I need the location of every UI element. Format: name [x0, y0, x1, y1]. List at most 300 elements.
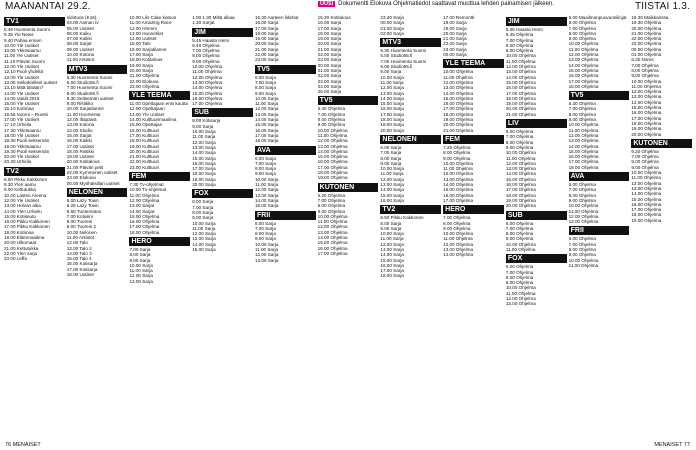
program-line: 10.00 Sarja	[254, 241, 279, 247]
program-line: 17.00 Ohjelma	[443, 197, 474, 203]
program-line: 18.00 Uutiset	[66, 272, 94, 278]
channel-header: TV5	[569, 91, 630, 100]
channel-header: TV5	[255, 65, 316, 74]
header-note-text: Dokumentti Elokuva Ohjelmatiedot saattavat muuttua lehden painamisen jälkeen.	[338, 1, 554, 7]
program-line: 17.00 Sarja	[129, 52, 153, 58]
program-line: 12.00 Sarja	[254, 252, 279, 258]
program-line: 5.00 Maailmanpuuvuosilinjat	[568, 15, 627, 20]
program-line: 23.40 Sarja	[380, 15, 404, 20]
program-line: 9.00 Ohjelma	[443, 225, 471, 231]
program-line: 8.30 Seitsemän uutiset	[66, 95, 114, 101]
program-line: 19.00 Kulttuuri	[129, 143, 160, 149]
program-line: 13.00 Huonetilat	[129, 30, 163, 36]
program-line: 9.00 Sarja	[254, 90, 276, 96]
program-line: 17.00 Sarja	[380, 268, 404, 274]
program-line: 17.00 Yle Uutiset	[4, 117, 39, 123]
program-line: 8.00 Studio55.fi	[380, 64, 413, 70]
program-line: 17.00 Uutiset	[66, 143, 94, 149]
program-line: 18.00 Sarja	[254, 30, 279, 36]
program-line: 20.00 Sarja	[380, 127, 404, 133]
program-line: 6.00 Lazy Town	[66, 197, 99, 203]
program-line: 12.00 Ohjelma	[317, 224, 348, 230]
program-line: 11.00 Ohjelma	[505, 290, 536, 296]
program-line: 13.00 Sarja	[380, 246, 404, 252]
program-line: 14.00 Sarja	[192, 150, 216, 156]
program-line: 11.00 Arkistot	[66, 57, 95, 63]
listing-column	[380, 15, 441, 436]
program-line: 16.00 Ohjelma	[317, 159, 348, 165]
program-line: 11.00 Ohjelma	[631, 83, 661, 89]
program-line: 13.00 Ohjelma	[192, 79, 223, 85]
program-line: 23.00 Ohjelma	[631, 41, 662, 47]
program-line: 10.00 Yle Uutiset	[4, 42, 39, 48]
program-line: 21.00 Ohjelma	[443, 127, 474, 133]
program-line: 9.00 Tuorein 2	[66, 224, 97, 230]
program-line: 11.00 Sarja	[254, 101, 279, 107]
program-line: 07.00 Kaikki	[66, 36, 92, 42]
program-line: 15.00 Opettajan	[129, 122, 163, 128]
program-line: 6.20 Ohjelma	[317, 192, 345, 198]
program-line: 20.30 Urheilu	[4, 159, 32, 165]
channel-header: FOX	[506, 254, 567, 263]
program-line: 21.00 Sarja	[254, 46, 279, 52]
program-line: 13.00 Ohjelma	[505, 69, 536, 75]
program-line: 10.00 Lilo Cake katoos	[129, 15, 177, 20]
program-line: 6.00 Sarja	[192, 199, 214, 205]
program-line: 7.00 Sarja	[254, 160, 276, 166]
program-line: 17.00 Sarja	[192, 166, 216, 172]
program-line: 10.00 Tv-ohjelmat	[129, 187, 167, 193]
program-line: 11.00 Sarja	[380, 79, 404, 85]
program-line: 23.00 Sarja	[254, 57, 279, 63]
program-line: 11.00 Sarja	[192, 134, 216, 140]
program-line: 6.25 Lazy Town	[66, 203, 99, 209]
program-line: 16.00 Kaikki	[66, 138, 92, 144]
program-line: 16.00 Pikku Kakkonen	[4, 219, 50, 225]
program-line: 11.00 Ohjelma	[192, 69, 222, 75]
program-line: 19.30 Puoli seitsemän	[4, 148, 50, 154]
program-line: 11.00 Ohjelma	[505, 246, 536, 252]
program-line: 10.00 Sarja	[192, 220, 216, 226]
program-line: 20.00 Ohjelma	[505, 106, 536, 112]
program-line: 10.00 Sarja	[192, 129, 216, 135]
program-line: 7.00 Ohjelma	[505, 225, 534, 231]
program-line: 5.30 Huomenta Suomi	[66, 74, 113, 80]
channel-header: NELONEN	[380, 135, 441, 144]
program-line: 14.00 Studio	[66, 127, 93, 133]
program-line: 8.00 Ohjelma	[505, 231, 534, 237]
program-line: 5.30 Huomenta Suomi	[380, 48, 427, 54]
program-line: 00.00 Sarja	[317, 62, 342, 68]
program-line: 23.00 Leffa	[4, 256, 27, 262]
program-line: 8.00 Ohjelma	[192, 53, 220, 59]
program-line: 19.00 Ohjelma	[505, 197, 536, 203]
listing-column	[318, 15, 379, 436]
program-line: 17.00 Ohjelma	[443, 106, 474, 112]
program-line: 14.00 Ohjelma	[568, 143, 599, 149]
program-line: 16.00 Ohjelma	[317, 245, 348, 251]
program-line: 6.00 Sarja	[254, 74, 276, 80]
program-line: 15.00 Sarja	[380, 257, 404, 263]
program-line: 7.00 Ohjelma	[317, 111, 345, 117]
program-line: 12.00 Ohjelma	[568, 213, 599, 219]
program-line: 12.00 Ohjelma	[568, 52, 599, 58]
program-line: 19.00 Sarja	[380, 122, 404, 128]
program-line: 11.00 Ohjelma	[568, 46, 599, 52]
program-line: 8.00 Sarja	[129, 252, 151, 258]
program-line: 16.00 Kulttuuri	[129, 127, 160, 133]
program-line: 18.00 Sarja	[443, 20, 467, 26]
program-line: 15.00 Yle Uutiset	[4, 101, 39, 107]
program-line: 13.00 Hoivan aika	[4, 203, 41, 209]
program-line: 15.55 Suomi – Ruotsi	[4, 111, 48, 117]
program-line: 16.00 Ohjelma	[443, 101, 474, 107]
program-line: 11.00 Sarja	[254, 182, 279, 188]
program-line: 16.00 Ohjelma	[192, 95, 223, 101]
program-line: 13.00 Sarja	[254, 111, 279, 117]
program-line: 5.45 Haasta Hemi	[505, 27, 543, 32]
program-line: 9.00 Ohjelma	[505, 48, 534, 54]
channel-header: FEM	[129, 172, 190, 181]
program-line: 8.00 Ohjelma	[568, 111, 596, 117]
program-line: 12.00 Ohjelma	[505, 64, 536, 70]
program-line: 7.00 Ohjelma	[631, 62, 659, 68]
program-line: 7.00 Ohjelma	[192, 48, 220, 54]
program-line: 10.00 Sarja	[254, 176, 279, 182]
program-line: 10.00 Sarja	[129, 262, 153, 268]
program-line: 18.00 Sarja	[380, 273, 404, 279]
program-line: 14.00 Ohjelma	[568, 62, 599, 68]
program-line: 12.00 Ohjelma	[568, 132, 599, 138]
program-line: 11.00 Amazing Race	[129, 20, 172, 26]
program-line: 10.00 Sarja	[254, 95, 279, 101]
program-line: 8.00 Ohjelma	[568, 30, 596, 36]
program-line: 11.00 Yle Uutiset	[4, 53, 39, 59]
program-line: 9.35 Yle News	[4, 32, 34, 38]
program-line: 7.00 Ohjelma	[631, 154, 659, 160]
program-line: 21.00 Kulttuuri	[129, 154, 160, 160]
program-line: 15.00 Ohjelma	[317, 240, 348, 246]
program-line: 9.00 Ohjelma	[568, 197, 596, 203]
program-line: 6.40 Ohjelma	[192, 42, 220, 48]
program-line: 12.00 Hmmm	[129, 25, 158, 31]
program-line: 22.00 Kymmenen uutiset	[66, 170, 118, 176]
program-line: 16.00 Ohjelma	[129, 219, 160, 225]
channel-header: KUTONEN	[318, 183, 379, 192]
channel-header: MTV3	[380, 38, 441, 47]
program-line: 15.00 Talo	[129, 41, 151, 47]
program-line: 7.00 Sarja	[192, 204, 214, 210]
program-line: 14.00 Sarja	[192, 241, 216, 247]
program-line: 11.00 Ohjelma	[129, 192, 160, 198]
program-line: 09.00 Uutiset	[66, 46, 94, 52]
program-line: 14.00 Uutiset	[129, 36, 157, 42]
program-line: 13.05 Selkokieliset uutiset	[4, 79, 58, 85]
program-line: 7.00 Ohjelma	[443, 215, 471, 221]
program-line: 9.00 Ohjelma	[317, 122, 345, 128]
program-line: 20.00 Ohjelma	[505, 203, 536, 209]
program-line: 20.00 Kotitalous	[66, 159, 100, 165]
program-line: 11.00 Ohjelma	[505, 58, 536, 64]
program-line: 12.00 Ohjelma	[443, 171, 474, 177]
program-line: 12.00 Sarja	[380, 241, 404, 247]
program-line: 14.00 Ohjelma	[192, 85, 223, 91]
program-line: 11.00 Sarja	[380, 171, 404, 177]
program-line: 10.00 Ohjelma	[192, 64, 223, 70]
program-line: 9.00 Ohjelma	[631, 164, 659, 170]
program-line: 11.00 Arkistot	[66, 234, 95, 240]
program-line: 11.00 Ohjelma	[317, 132, 348, 138]
program-line: 7.00 Ohjelma	[568, 241, 596, 247]
program-line: 8.30 Ylen aamu	[4, 182, 37, 188]
program-line: 17.00 Ohjelma	[568, 78, 599, 84]
program-line: 14.00 Talo 3	[66, 250, 92, 256]
program-line: 14.00 Ohjelma	[631, 99, 662, 105]
program-line: 18.00 Yle Uutiset	[4, 132, 39, 138]
listing-column	[67, 15, 128, 436]
program-line: 13.00 Kotona	[66, 122, 95, 128]
program-line: 10.00 Ohjelma	[505, 150, 536, 156]
program-line: 18.00 Kotimaa	[4, 229, 34, 235]
program-line: 6.50 Pikku Kakkonen	[4, 176, 48, 182]
program-line: 12.00 Talo	[66, 240, 88, 246]
program-line: 15.00 Sarja	[380, 192, 404, 198]
program-line: 12.00 Sarja	[129, 273, 153, 279]
program-line: 13.00 Ohjelma	[443, 246, 474, 252]
program-line: 9.00 Ohjelma	[505, 144, 534, 150]
program-line: 13.00 Ohjelma	[568, 138, 599, 144]
program-line: 9.40 Pahaa ennen	[4, 37, 42, 43]
program-line: 15.00 Sarja	[192, 155, 216, 161]
program-line: 10.00 Ohjelma	[443, 160, 474, 166]
program-line: 12.00 Ohjelma	[192, 74, 223, 80]
program-line: 5.45 Huomenta Suomi	[4, 27, 50, 32]
channel-header: SUB	[506, 211, 567, 220]
program-line: 13.00 Ohjelma	[317, 143, 348, 149]
program-line: 7.00 Ohjelma	[505, 134, 534, 140]
program-line: 11.00 Ohjelma	[568, 262, 599, 268]
program-line: 11.00 Ohjelma	[568, 127, 599, 133]
program-line: 23.00 Elokuva	[66, 175, 96, 181]
channel-header: SUB	[192, 108, 253, 117]
channel-header: FEM	[443, 135, 504, 144]
program-line: 12.00 Yle Uutiset	[4, 197, 39, 203]
program-line: 17.00 Ohjelma	[631, 115, 662, 121]
program-line: 16.00 Sarja	[192, 160, 216, 166]
program-line: 14.00 Ohjelma	[505, 171, 536, 177]
program-line: 16.00 Sarja	[254, 20, 279, 26]
program-line: 8.00 Tuorein	[66, 219, 93, 225]
program-line: 21.00 Sarja	[443, 36, 467, 42]
program-line: 10.00 Ohjelma	[505, 285, 536, 291]
program-line: 12.00 Ohjelma	[505, 296, 536, 302]
program-line: 11.00 Sarja	[380, 236, 404, 242]
program-line: 13.00 Ohjelma	[443, 176, 474, 182]
program-line: 11.00 Huomenta	[66, 111, 101, 117]
program-line: 8.00 Kotisarja	[192, 118, 221, 124]
channel-header: MTV3	[67, 65, 128, 74]
program-line: 16.00 Kotisarja	[66, 261, 98, 267]
program-line: 08.00 Sarjat	[66, 41, 92, 47]
program-line: 10.00 Ohjelma	[631, 170, 662, 176]
program-line: 15.00 Sarja	[380, 101, 404, 107]
program-line: 8.00 Ohjelma	[631, 67, 659, 73]
program-line: 17.00 Sarja	[317, 25, 342, 31]
program-line: 10.00 Sarjatilanne	[66, 106, 104, 112]
program-line: 17.00 Ohjelma	[129, 224, 160, 230]
program-line: 18.00 Ohjelma	[631, 120, 662, 126]
program-line: 19.00 Ykkösaamu	[4, 143, 41, 149]
program-line: 18.00 Sarja	[192, 171, 216, 177]
program-line: 21.00 Päivän pelit	[66, 164, 104, 170]
program-line: 14.00 Sarja	[380, 252, 404, 258]
program-line: 01.00 Sarja	[317, 67, 342, 73]
program-line: 11.10 Päivän Suomi	[4, 58, 45, 64]
channel-header: KUTONEN	[631, 139, 692, 148]
program-line: 15.00 Kotiseutu	[4, 213, 36, 219]
program-line: 14.00 Sarja	[254, 117, 279, 123]
program-line: 18.00 Ohjelma	[505, 192, 536, 198]
program-line: 12.00 Ohjelma	[443, 241, 474, 247]
program-line: 18.00 Ohjelma	[568, 83, 599, 89]
program-line: 00.00 Sarja	[380, 20, 404, 26]
program-line: 14.00 Sarja	[254, 197, 279, 203]
program-line: 12.00 Sarja	[254, 106, 279, 112]
program-line: 12.00 Sarja	[192, 139, 216, 145]
program-line: 14.00 Yle Uutiset	[4, 90, 39, 96]
program-line: 9.00 Ohjelma	[505, 280, 534, 286]
program-line: 20.00 Sarja	[192, 182, 216, 188]
program-line: 19.00 Sarja	[443, 25, 467, 31]
program-line: 9.00 Ohjelma	[631, 73, 659, 79]
program-line: 16.00 Sarja	[380, 106, 404, 112]
program-line: 6.45 Ohjelma	[505, 32, 534, 38]
program-line: 21.00 Ohjelma	[505, 111, 536, 117]
program-line: 8.00 Ohjelma	[631, 159, 659, 165]
program-line: 14.00 Ylen Urheilu	[4, 208, 42, 214]
program-line: 04.00 Sarja	[317, 83, 342, 89]
channel-header: FOX	[192, 189, 253, 198]
program-line: 12.00 Ohjelma	[631, 89, 662, 95]
program-line: 18.00 Ohjelma	[317, 170, 348, 176]
program-line: 22.00 Kulttuuri	[129, 159, 160, 165]
program-line: 6.00 Sarja	[254, 220, 276, 226]
footer-right: MENAISET 77	[654, 442, 690, 448]
program-line: 02.00 Sarja	[380, 30, 404, 36]
program-line: 7.00 Sarja	[129, 246, 151, 252]
program-line: 16.00 Ohjelma	[568, 73, 599, 79]
program-line: 18.00 Kotitalous	[129, 57, 163, 63]
program-line: 8.00 Ohjelma	[317, 117, 345, 123]
program-line: 16.00 Sarja	[254, 127, 279, 133]
program-line: 00.00 Sarja	[443, 52, 467, 58]
program-line: 04.00 Aamun tv	[66, 20, 99, 26]
program-line: 15.00 Ohjelma	[505, 176, 536, 182]
program-line: 18.00 Ohjelma	[568, 164, 599, 170]
program-line: 13.00 Sarja	[380, 90, 404, 96]
program-line: 8.00 Sarja	[380, 155, 402, 161]
program-line: 7.00 Ohjelma	[568, 187, 596, 193]
program-line: 19.00 Ohjelma	[631, 217, 662, 223]
program-line: 14.00 Sarjat	[129, 208, 155, 214]
program-line: 9.00 Ohjelma	[568, 252, 596, 258]
program-line: 23.00 Sarja	[443, 46, 467, 52]
program-line: 17.00 Ohjelma	[505, 187, 536, 193]
program-line: 21.00 Ohjelma	[129, 73, 160, 79]
program-line: 17.00 Ohjelma	[317, 164, 348, 170]
program-line: 8.00 Studio55.fi	[66, 90, 99, 96]
program-line: 22.00 Sarja	[254, 52, 279, 58]
program-line: 11.00 Ohjelma	[443, 74, 473, 80]
program-line: 6.30 Ohjelma	[568, 101, 596, 107]
program-line: 17.00 Kulttuuri	[129, 132, 160, 138]
program-line: 03.00 Sarja	[317, 78, 342, 84]
listing-column	[255, 15, 316, 436]
program-line: 13.00 Ohjelma	[631, 94, 662, 100]
program-line: 17.00 Ohjelma	[568, 159, 599, 165]
program-line: 21.00 Kettutukka	[4, 245, 39, 251]
program-line: 15.00 Ohjelma	[443, 95, 474, 101]
program-line: 14.00 Ohjelma	[443, 252, 474, 258]
program-line: 9.00 Sarja	[254, 171, 276, 177]
program-line: 1.00 1.30 Miltä alkaa	[192, 15, 235, 20]
program-line: 11.00 Sarja	[192, 225, 216, 231]
program-line: 10.00 Ohjelma	[568, 203, 599, 209]
program-line: 17.10 Urheilu	[4, 122, 32, 128]
program-line: 15.00 Ohjelma	[631, 105, 662, 111]
program-line: 6.00 Studio55.fi	[380, 53, 413, 59]
program-line: 15.30 Kotitalous	[317, 15, 351, 20]
program-line: 7.00 Ohjelma	[568, 106, 596, 112]
program-line: 21.00 Sarja	[317, 46, 342, 52]
program-line: 20.00 Ohjelma	[443, 122, 474, 128]
program-line: 9.00 Sarja	[380, 69, 402, 75]
program-line: 16.00 Sarja	[380, 262, 404, 268]
channel-header: HERO	[129, 237, 190, 246]
channel-header: AVA	[569, 172, 630, 181]
program-line: 10.00 Ohjelma	[631, 78, 662, 84]
program-line: 22.00 Sarja	[317, 52, 342, 58]
listing-column	[506, 15, 567, 436]
program-line: 17.00 Kotisarja	[66, 266, 98, 272]
program-line: 17.00 Sarja	[254, 25, 279, 31]
program-line: 10.00 Ohjelma	[317, 213, 348, 219]
program-line: 13.00 Sarja	[192, 144, 216, 150]
program-line: 7.00 Sarja	[380, 150, 402, 156]
program-line: 17.00 Remontti	[443, 15, 475, 20]
program-line: 7.00 Ohjelma	[568, 25, 596, 31]
program-line: 13.10 Mitä tänään?	[4, 85, 44, 91]
channel-header: FRII	[569, 226, 630, 235]
program-line: 05.00 Uutiset	[66, 25, 94, 31]
program-line: 18.30 Puoli seitsemän	[4, 138, 50, 144]
listing-column	[631, 15, 692, 436]
listing-column	[569, 15, 630, 436]
program-line: 15.00 Sarjat	[66, 132, 92, 138]
program-line: 7.30 Tv-ohjelmat	[129, 182, 164, 188]
program-line: 14.00 Kulttuurimaailma	[129, 117, 177, 123]
program-line: 19.00 Ohjelma	[505, 101, 536, 107]
program-line: 8.00 Ohjelma	[505, 274, 534, 280]
program-line: 10.05 Ykkösaamu	[4, 48, 41, 54]
program-line: 16.00 Ohjelma	[505, 182, 536, 188]
program-line: 6.50 Pikku Kakkonen	[380, 215, 424, 221]
program-line: 12.00 Iltapäivä	[66, 117, 97, 123]
program-line: 01.00 Sarja	[380, 25, 404, 31]
program-line: 12.00 Opettajaan	[129, 106, 165, 112]
program-line: 13.00 Sarja	[254, 257, 279, 263]
listing-column	[4, 15, 65, 436]
